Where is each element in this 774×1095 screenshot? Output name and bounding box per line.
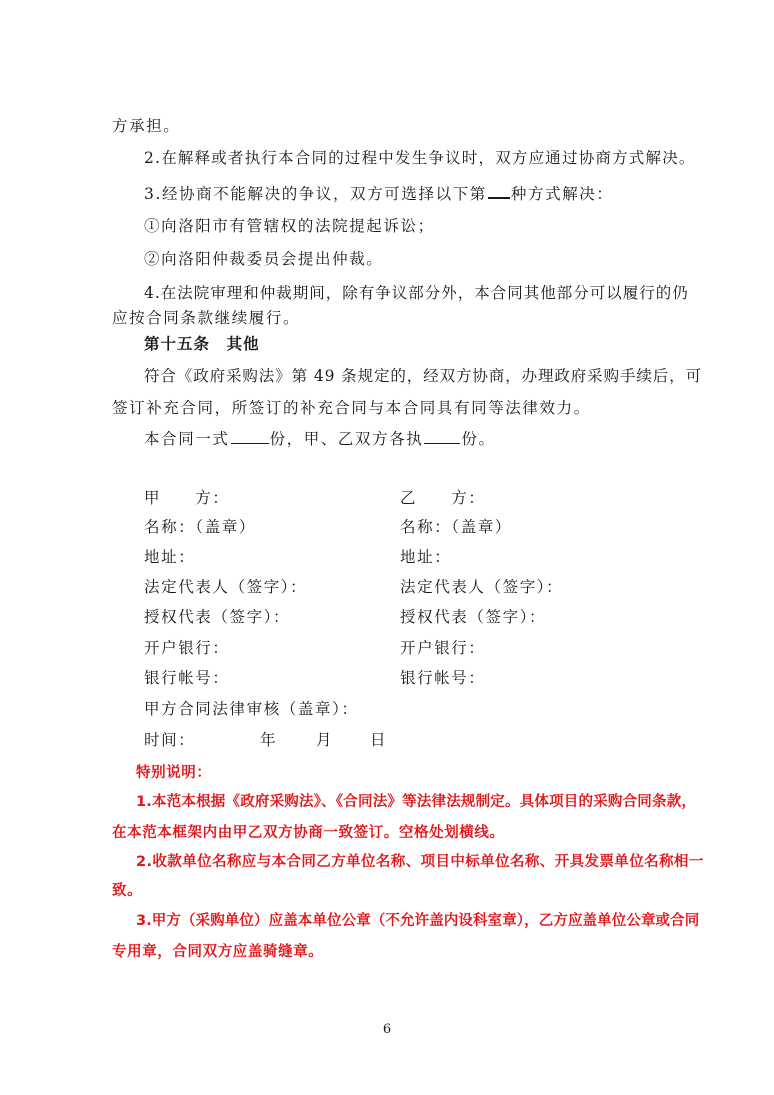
party-b-account: 银行帐号： xyxy=(400,669,486,687)
body-line: 应按合同条款继续履行。 xyxy=(112,309,301,327)
party-b-label: 乙 方： xyxy=(400,489,486,507)
body-line: 2.在解释或者执行本合同的过程中发生争议时，双方应通过协商方式解决。 xyxy=(144,149,696,167)
party-a-account: 银行帐号： xyxy=(144,669,230,687)
page-number: 6 xyxy=(382,1022,392,1037)
body-line: 4.在法院审理和仲裁期间，除有争议部分外，本合同其他部分可以履行的仍 xyxy=(144,284,689,302)
party-a-auth-rep: 授权代表（签字）： xyxy=(144,608,291,626)
section-heading: 第十五条 其他 xyxy=(144,335,260,353)
party-a-name: 名称：（盖章） xyxy=(144,518,256,536)
body-line: 方承担。 xyxy=(112,117,181,135)
note-line: 在本范本框架内由甲乙双方协商一致签订。空格处划横线。 xyxy=(112,825,505,841)
note-line: 3.甲方（采购单位）应盖本单位公章（不允许盖内设科室章），乙方应盖单位公章或合同 xyxy=(136,913,700,929)
party-b-name: 名称：（盖章） xyxy=(400,518,512,536)
fill-blank xyxy=(231,428,269,444)
party-b-auth-rep: 授权代表（签字）： xyxy=(400,608,547,626)
note-line: 2.收款单位名称应与本合同乙方单位名称、项目中标单位名称、开具发票单位名称相一 xyxy=(136,854,704,870)
body-line: 签订补充合同，所签订的补充合同与本合同具有同等法律效力。 xyxy=(112,399,591,417)
party-b-bank: 开户银行： xyxy=(400,639,486,657)
date-day: 日 xyxy=(370,731,388,749)
fill-blank xyxy=(488,182,510,199)
note-line: 致。 xyxy=(112,883,143,899)
body-line xyxy=(144,182,614,204)
legal-review-label: 甲方合同法律审核（盖章）： xyxy=(144,700,359,718)
party-b-address: 地址： xyxy=(400,548,452,566)
party-b-legal-rep: 法定代表人（签字）： xyxy=(400,578,564,596)
body-text: 份，甲、乙双方各执 xyxy=(269,430,424,448)
body-line: ②向洛阳仲裁委员会提出仲裁。 xyxy=(144,250,384,268)
party-a-bank: 开户银行： xyxy=(144,639,230,657)
body-text: 份。 xyxy=(461,430,496,448)
note-line: 专用章，合同双方应盖骑缝章。 xyxy=(112,944,324,960)
body-line: 符合《政府采购法》第 49 条规定的，经双方协商，办理政府采购手续后，可 xyxy=(144,367,702,385)
party-a-label: 甲 方： xyxy=(144,489,230,507)
party-a-address: 地址： xyxy=(144,548,196,566)
party-a-legal-rep: 法定代表人（签字）： xyxy=(144,578,308,596)
notes-title: 特别说明： xyxy=(136,765,212,781)
body-line: ①向洛阳市有管辖权的法院提起诉讼； xyxy=(144,217,435,235)
time-label: 时间： xyxy=(144,731,196,749)
body-text: 本合同一式 xyxy=(144,430,230,448)
fill-blank xyxy=(424,428,460,444)
body-line xyxy=(144,428,496,449)
date-year: 年 xyxy=(260,731,278,749)
note-line: 1.本范本根据《政府采购法》、《合同法》等法律法规制定。具体项目的采购合同条款， xyxy=(136,794,697,810)
date-month: 月 xyxy=(316,731,334,749)
body-text: 种方式解决： xyxy=(510,185,614,203)
body-text: 3.经协商不能解决的争议，双方可选择以下第 xyxy=(144,185,487,203)
